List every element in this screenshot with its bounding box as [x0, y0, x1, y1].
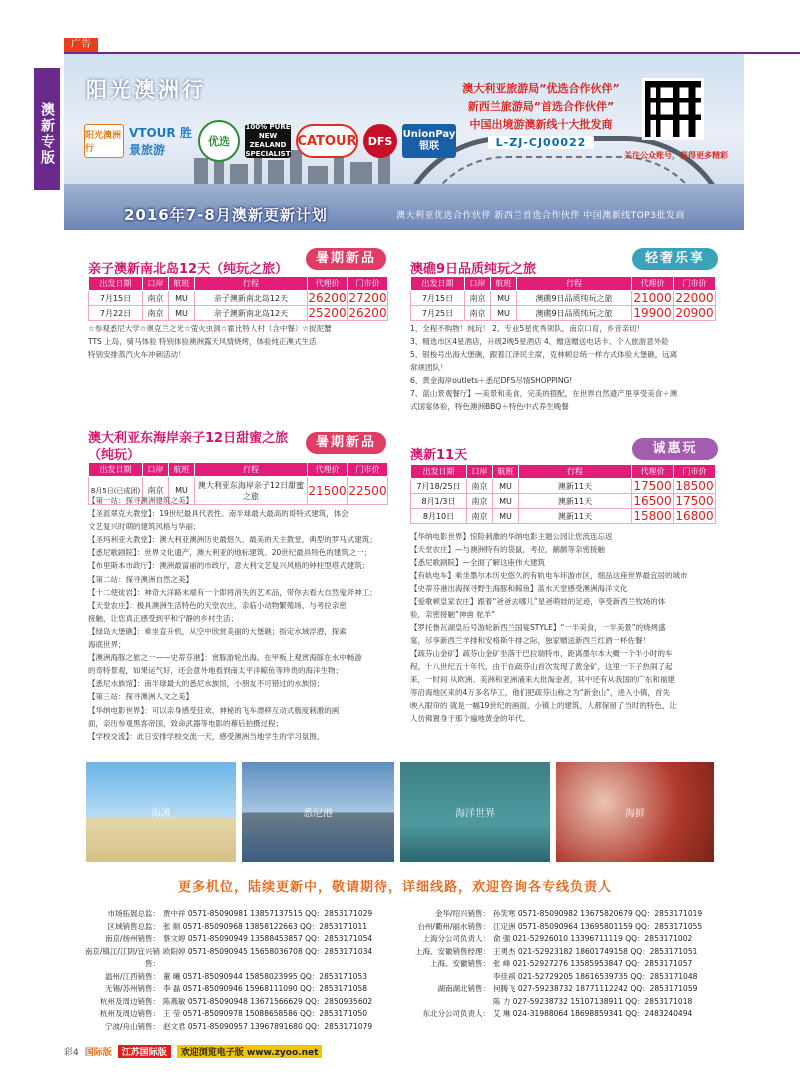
cell-port: 南京 — [465, 291, 491, 306]
contact-row: 上海、安徽销售经理： 王勇杰 021-52923182 18601749158 QQ：2853171051 — [415, 946, 698, 956]
product-4-price-table — [410, 464, 716, 524]
table-header-row — [89, 463, 388, 477]
col-date: 出发日期 — [411, 277, 465, 291]
photo-aquarium — [400, 762, 550, 862]
table-row — [411, 509, 716, 524]
cell-route: 澳礁9日品质纯玩之旅 — [517, 291, 632, 306]
sunshine-logo: 阳光澳洲行 — [84, 124, 124, 158]
product-1-price-table — [88, 276, 388, 321]
col-port: 口岸 — [143, 463, 169, 477]
cell-agent-price: 21000 — [633, 291, 672, 305]
note-line: 【学校交流】：此日安排学校交流一天，感受澳洲当地学生的学习氛围。 — [88, 731, 325, 741]
table-row — [411, 479, 716, 494]
catour-logo: CATOUR — [296, 124, 358, 158]
note-line: 海底世界； — [88, 640, 126, 650]
cell-date: 8月5日(已成团) — [89, 477, 143, 505]
note-line: 【疏芬山金矿】疏芬山金矿坐落于巴拉瑞特市，距离墨尔本大概一个半小时的车 — [410, 649, 673, 658]
partner-logos — [84, 120, 456, 162]
vtour-logo: VTOUR 胜景旅游 — [129, 126, 192, 157]
cell-flight: MU — [491, 306, 517, 321]
note-line: 【第三站：探寻澳洲人文之美】 — [88, 692, 193, 702]
col-agent-price: 代理价 — [632, 277, 674, 291]
product-2-badge: 轻奢乐享 — [632, 248, 718, 270]
col-retail-price: 门市价 — [348, 463, 388, 477]
cell-flight: MU — [169, 291, 195, 306]
qr-code-icon[interactable] — [642, 78, 704, 140]
col-flight: 航班 — [493, 465, 519, 479]
col-port: 口岸 — [143, 277, 169, 291]
brand-title: 阳光澳洲行 — [86, 77, 206, 102]
banner — [64, 54, 744, 230]
photo-seafood — [556, 762, 714, 862]
product-2-notes — [410, 322, 720, 413]
col-agent-price: 代理价 — [308, 463, 348, 477]
contact-row: 无锡/苏州销售： 李 磊 0571-85090946 15968111090 QQ：2853171058 — [104, 984, 368, 993]
product-3-title: 澳大利亚东海岸亲子12日甜蜜之旅（纯玩） — [88, 431, 289, 463]
contact-row: 市场拓展总监： 贾中祥 0571-85090981 13857137515 QQ：2853171029 — [107, 909, 373, 918]
note-line: 映入眼帘的 就是一幅19世纪的画面，小镇上的建筑、人都保留了当时的特色，让 — [410, 701, 677, 710]
col-route: 行程 — [195, 277, 308, 291]
col-agent-price: 代理价 — [632, 465, 674, 479]
cell-retail-price: 22000 — [675, 291, 714, 305]
cell-flight: MU — [169, 477, 195, 505]
note-line: 【圣玛利亚大教堂】：澳大利亚澳洲历史最悠久、最美的天主教堂，典型的罗马式建筑； — [88, 535, 377, 545]
note-line: 宴，尽享新西兰羊排和安格斯牛排之际，独家赠送新西兰红酒一杯佐餐！ — [410, 636, 650, 645]
qr-caption: 关注公众账号，获得更多精彩 — [624, 151, 728, 160]
table-row — [411, 306, 716, 321]
table-row — [89, 291, 388, 306]
cell-route: 亲子澳新南北岛12天 — [195, 306, 308, 321]
col-flight: 航班 — [491, 277, 517, 291]
contact-row: 陈 力 027-59238732 15107138911 QQ：2853171018 — [493, 996, 693, 1006]
note-line: 【有轨电车】乘坐墨尔本历史悠久的有轨电车环游市区，细品这座世界最宜居的城市 — [410, 571, 688, 580]
cell-port: 南京 — [143, 477, 169, 505]
cell-date: 8月10日 — [411, 509, 467, 524]
cell-port: 南京 — [143, 291, 169, 306]
note-line: 【十二使徒岩】：神奇大洋路末端有一个即将消失的艺术品，带你去看大自然鬼斧神工； — [88, 587, 377, 597]
contact-row: 东北分公司负责人： 艾 琳 024-31988064 18698859341 QQ：2483240494 — [422, 1009, 693, 1018]
contacts-left — [70, 908, 420, 1033]
col-route: 行程 — [519, 465, 632, 479]
note-line: 的奇特景观，如果运气好，还会意外地看到南太平洋鲸鱼等珍贵的海洋生物； — [88, 666, 343, 676]
note-line: 【天堂农庄】—与澳洲特有的袋鼠，考拉，鸸鹋等亲密接触 — [410, 545, 605, 554]
note-line: ☆参观悉尼大学☆奥克兰之光☆萤火虫洞☆霍比特人村（含中餐）☆捉泥蟹 — [88, 324, 332, 333]
note-line: 【圣派翠克大教堂】：19世纪最具代表性、南半球最大最高的哥特式建筑，体会 — [88, 509, 349, 519]
cell-retail-price: 27200 — [348, 291, 387, 305]
note-line: 人仿佛置身于那个遍地黄金的年代。 — [410, 714, 530, 723]
note-line: 式国宴体验，特色澳洲BBQ＋特色中式养生晚餐 — [410, 402, 569, 411]
contact-row: 台州/衢州/丽水销售： 江定洲 0571-85090964 13695801159 QQ：2853171055 — [417, 921, 703, 931]
product-3-notes — [88, 494, 392, 743]
col-agent-price: 代理价 — [308, 277, 348, 291]
col-flight: 航班 — [169, 463, 195, 477]
cell-port: 南京 — [465, 306, 491, 321]
note-line: 面，亲历参观黑客帝国，致命武器等电影的幕后拍摄过程； — [88, 718, 283, 728]
note-line: 【天堂农庄】：极具澳洲生活特色的天堂农庄，亲临小动物繁殖场、与考拉亲密 — [88, 600, 347, 610]
contact-row: 杭州及周边销售： 陈燕敏 0571-85090948 13671566629 QQ：2850935602 — [100, 996, 373, 1006]
note-line: 【澳洲海豚之旅之一——史蒂芬港】：赏豚游轮出海，在甲板上观赏海豚在水中畅游 — [88, 653, 362, 663]
photo-beach — [86, 762, 236, 862]
cell-port: 南京 — [467, 494, 493, 509]
note-line: 验，亲密接触“神兽 驼羊” — [410, 610, 496, 619]
contact-row: 南京/镇江/江阴/宜兴销售： 欧阳婷 0571-85090945 15658036708 QQ：2853171034 — [84, 946, 373, 968]
note-line: 【悉尼歌剧院】—全面了解这座伟大建筑 — [410, 558, 545, 567]
contact-row: 金华/绍兴销售： 孙笑寒 0571-85090982 13675820679 QQ：2853171019 — [434, 909, 703, 918]
note-line: 常规团队！ — [410, 363, 448, 372]
partner-line-cn: 中国出境游澳新线十大批发商 — [469, 118, 613, 131]
cell-route: 澳大利亚东海岸亲子12日甜蜜之旅 — [195, 477, 308, 505]
cell-flight: MU — [493, 479, 519, 494]
product-2-price-table — [410, 276, 716, 321]
cell-port: 南京 — [467, 509, 493, 524]
note-line: 来，一时间 从欧洲、美洲和亚洲涌来大批淘金者，其中还有从我国的广东和福建 — [410, 675, 675, 684]
cell-agent-price: 16500 — [633, 494, 672, 508]
contacts-right — [400, 908, 745, 1021]
note-line: 5、银梭号出海大堡礁，跟着江泽民主席，克林顿总统一样方式体验大堡礁，远离 — [410, 350, 678, 359]
page-number: 彩4 — [64, 1048, 79, 1058]
cell-retail-price: 17500 — [675, 494, 714, 508]
more-slots-banner: 更多机位，陆续更新中，敬请期待，详细线路，欢迎咨询各专线负责人 — [178, 880, 613, 895]
note-line: 【悉尼水族馆】：南半球最大的悉尼水族馆，小朋友不可错过的水族馆； — [88, 679, 325, 689]
cell-agent-price: 25200 — [308, 306, 347, 320]
note-line: 特别安排蒸汽火车冲刺活动！ — [88, 350, 186, 359]
cell-agent-price: 15800 — [633, 509, 672, 523]
note-line: 文艺复兴时期的建筑风格与华丽； — [88, 522, 201, 532]
ad-tag: 广告 — [64, 38, 98, 52]
partner-claims — [446, 80, 636, 152]
cell-date: 7月15日 — [411, 291, 465, 306]
cell-route: 澳礁9日品质纯玩之旅 — [517, 306, 632, 321]
cell-route: 亲子澳新南北岛12天 — [195, 291, 308, 306]
col-port: 口岸 — [465, 277, 491, 291]
col-route: 行程 — [195, 463, 308, 477]
contact-row: 宁波/舟山销售： 赵文君 0571-85090957 13967891680 QQ：2853171079 — [104, 1021, 373, 1031]
note-line: 程。十八世纪五十年代，由于在疏芬山首次发现了黄金矿，这里一下子热闹了起 — [410, 662, 673, 671]
aussie-specialist-logo: 优选 — [198, 120, 240, 162]
contact-row: 杭州及周边销售： 王 莹 0571-85090978 15088658586 QQ：2853171050 — [100, 1009, 368, 1018]
product-3-badge: 暑期新品 — [306, 432, 386, 454]
note-line: 【绿岛大堡礁】：乘坐直升机，从空中欣赏美丽的大堡礁；指定水域浮潜，探索 — [88, 626, 347, 636]
cell-flight: MU — [491, 291, 517, 306]
photo-caption: 海滩 — [151, 808, 171, 820]
note-line: 【华纳电影世界】惊险刺激的华纳电影主题公园让您流连忘返 — [410, 532, 613, 541]
website-link[interactable]: 欢迎浏览电子版 www.zyoo.net — [177, 1045, 323, 1058]
photo-caption: 海洋世界 — [455, 808, 495, 820]
col-date: 出发日期 — [89, 277, 143, 291]
cell-retail-price: 26200 — [348, 306, 387, 320]
cell-retail-price: 22500 — [348, 477, 388, 505]
cell-agent-price: 21500 — [308, 477, 348, 505]
cell-flight: MU — [493, 509, 519, 524]
cell-date: 7月18/25日 — [411, 479, 467, 494]
pure-nz-logo: 100% PURE NEW ZEALAND SPECIALIST — [245, 123, 291, 158]
plan-title: 2016年7-8月澳新更新计划 — [124, 206, 328, 224]
product-4-title: 澳新11天 — [410, 448, 468, 463]
contact-row: 温州/江西销售： 董 曦 0571-85090944 15858023995 QQ：2853171053 — [104, 971, 368, 981]
col-retail-price: 门市价 — [674, 465, 716, 479]
note-line: 接触，让您真正感受到平和宁静的乡村生活； — [88, 613, 238, 623]
cell-agent-price: 26200 — [308, 291, 347, 305]
table-header-row — [411, 277, 716, 291]
cell-route: 澳新11天 — [519, 479, 632, 494]
license-code: L-ZJ-CJ00022 — [488, 136, 595, 149]
photo-caption: 海鲜 — [625, 808, 645, 820]
table-row — [89, 306, 388, 321]
plan-tagline: 澳大利亚优选合作伙伴 新西兰首选合作伙伴 中国澳新线TOP3批发商 — [396, 211, 685, 221]
note-line: 【第一站：探寻澳洲建筑之美】 — [88, 496, 193, 505]
table-row — [411, 494, 716, 509]
edition-region: 江苏国际版 — [118, 1045, 171, 1058]
contact-row: 区域销售总监： 张 顺 0571-85090968 13858122663 QQ：2853171011 — [107, 921, 368, 931]
col-route: 行程 — [517, 277, 632, 291]
note-line: 【史蒂芬港出海探寻野生海豚和鲸鱼】蓝水天堂感受澳洲海洋文化 — [410, 584, 628, 593]
product-1-badge: 暑期新品 — [306, 248, 386, 270]
cell-date: 7月22日 — [89, 306, 143, 321]
cell-agent-price: 17500 — [633, 479, 672, 493]
cell-route: 澳新11天 — [519, 494, 632, 509]
note-line: 3、精选市区4星酒店，升级2晚5星酒店 4、赠送赠送电话卡、个人旅游意外险 — [410, 337, 669, 346]
contact-row: 上海分公司负责人： 俞 强 021-52926010 13396711119 QQ：2853171002 — [422, 934, 693, 943]
page-footer — [64, 1045, 322, 1058]
cell-retail-price: 20900 — [675, 306, 714, 320]
note-line: 等沿海地区来的4万多名华工，他们把疏芬山称之为“新金山”，进入小镇，首先 — [410, 688, 671, 697]
cell-date: 7月15日 — [89, 291, 143, 306]
cell-retail-price: 18500 — [675, 479, 714, 493]
cell-date: 8月1/3日 — [411, 494, 467, 509]
product-4-badge: 诚惠玩 — [632, 438, 718, 460]
cell-agent-price: 19900 — [633, 306, 672, 320]
col-retail-price: 门市价 — [674, 277, 716, 291]
contact-row: 南京/扬州销售： 蔡文婷 0571-85090949 13588453857 QQ：2853171054 — [104, 934, 373, 943]
table-header-row — [89, 277, 388, 291]
photo-caption: 悉尼港 — [303, 808, 333, 820]
cell-flight: MU — [493, 494, 519, 509]
col-retail-price: 门市价 — [348, 277, 388, 291]
contact-row: 李佳祺 021-52729205 18616539735 QQ：2853171048 — [493, 971, 698, 981]
contact-row: 湖南湖北销售： 何腾飞 027-59238732 18771112242 QQ：2853171059 — [437, 984, 698, 993]
product-2-title: 澳礁9日品质纯玩之旅 — [410, 262, 537, 277]
col-flight: 航班 — [169, 277, 195, 291]
note-line: 【悉尼歌剧院】：世界文化遗产，澳大利亚的地标建筑、20世纪最具特色的建筑之一； — [88, 548, 372, 558]
contact-row: 上海、安徽销售： 张 峰 021-52927276 13585953847 QQ：2853171057 — [430, 959, 693, 968]
note-line: TTS 上岛，骑马体验 特别体验澳洲露天风情烧烤，体验纯正澳式生活 — [88, 337, 317, 346]
table-row — [411, 291, 716, 306]
cell-port: 南京 — [143, 306, 169, 321]
cell-route: 澳新11天 — [519, 509, 632, 524]
note-line: 【布里斯本市政厅】：澳洲最富丽的市政厅，意大利文艺复兴风格的钟柱型塔式建筑； — [88, 561, 370, 571]
photo-harbour — [242, 762, 394, 862]
partner-line-au: 澳大利亚旅游局“优选合作伙伴” — [462, 82, 620, 95]
cell-flight: MU — [169, 306, 195, 321]
edition-label: 国际版 — [84, 1048, 112, 1058]
product-1-title: 亲子澳新南北岛12天（纯玩之旅） — [88, 262, 289, 277]
unionpay-logo: UnionPay 银联 — [402, 124, 456, 158]
note-line: 6、黄金海岸outlets＋悉尼DFS尽情SHOPPING! — [410, 376, 573, 385]
note-line: 1、全程不购物！纯玩！ 2、专业5星优秀领队，南京口育，乡音亲切！ — [410, 324, 645, 333]
cell-retail-price: 16800 — [675, 509, 714, 523]
note-line: 【第二站：探寻澳洲自然之美】 — [88, 574, 193, 584]
col-date: 出发日期 — [411, 465, 467, 479]
dfs-logo: DFS — [363, 124, 397, 158]
note-line: 【罗托鲁瓦湖皇后号游轮新西兰国宴STYLE】“一半美食，一半美景”的烧烤盛 — [410, 623, 666, 632]
col-port: 口岸 — [467, 465, 493, 479]
col-date: 出发日期 — [89, 463, 143, 477]
note-line: 【华纳电影世界】：可以亲身感受狂欢、神秘的飞车漂移互动式极度刺激的画 — [88, 705, 340, 715]
cell-port: 南京 — [467, 479, 493, 494]
product-1-notes — [88, 322, 392, 361]
partner-line-nz: 新西兰旅游局“首选合作伙伴” — [467, 100, 615, 113]
note-line: 7、蓝山景观餐厅】—美景和美食，完美的搭配，在世界自然遗产里享受美食＋澳 — [410, 389, 678, 398]
note-line: 【爱歌顿皇家农庄】跟着“爸爸去哪儿”星爸萌娃的足迹，享受新西兰牧场的体 — [410, 597, 666, 606]
cell-date: 7月25日 — [411, 306, 465, 321]
product-4-notes — [410, 530, 720, 725]
table-header-row — [411, 465, 716, 479]
side-label: 澳新专版 — [34, 68, 60, 190]
